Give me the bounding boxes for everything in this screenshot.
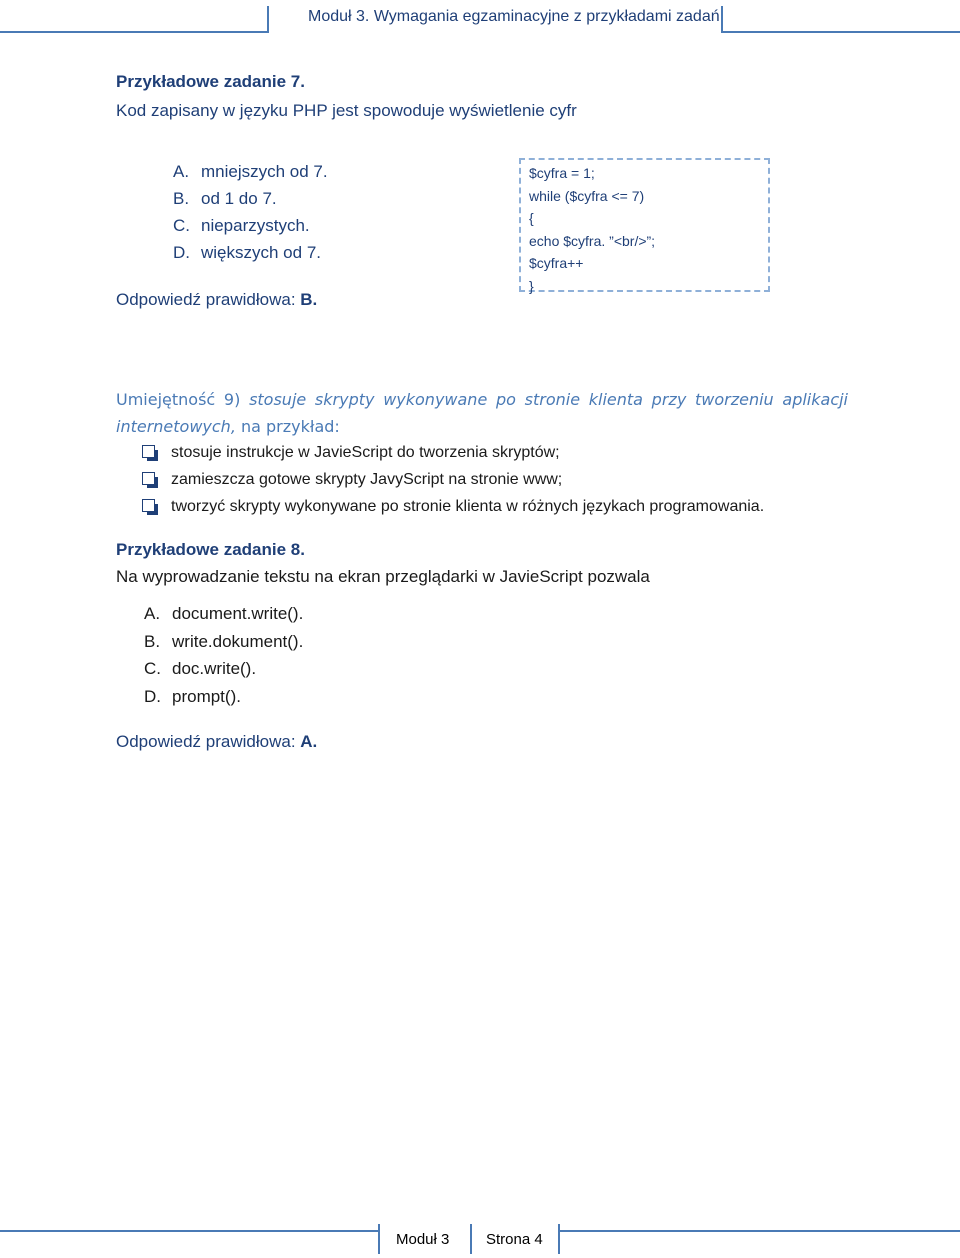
option-text: od 1 do 7.	[201, 189, 277, 208]
option-text: doc.write().	[172, 659, 257, 678]
skill-prefix: Umiejętność 9)	[116, 390, 250, 409]
option-text: mniejszych od 7.	[201, 162, 328, 181]
footer-rule-tick	[470, 1224, 472, 1254]
footer-rule-tick	[558, 1224, 560, 1254]
checkbox-bullet-icon	[142, 472, 155, 485]
task8-answer	[116, 732, 317, 752]
answer-value: A.	[300, 732, 318, 751]
footer-rule-tick	[378, 1224, 380, 1254]
code-line: $cyfra++	[529, 255, 584, 271]
footer-rule-left	[0, 1230, 380, 1232]
header-rule-tick-left	[267, 6, 269, 33]
code-box	[519, 158, 770, 292]
task7-question: Kod zapisany w języku PHP jest spowoduje wyświetlenie cyfr	[116, 101, 577, 120]
task7-option	[173, 161, 328, 188]
option-text: write.dokument().	[172, 631, 304, 651]
answer-label: Odpowiedź prawidłowa:	[116, 290, 301, 309]
bullet-item	[142, 469, 764, 496]
task8-option	[144, 603, 303, 631]
footer-page-number: Strona 4	[486, 1231, 543, 1248]
task8-option	[144, 631, 303, 659]
option-letter: D.	[144, 686, 161, 706]
task8-heading: Przykładowe zadanie 8.	[116, 540, 305, 559]
footer-rule-right	[558, 1230, 960, 1232]
footer-module: Moduł 3	[396, 1231, 450, 1248]
option-text: większych od 7.	[201, 243, 321, 262]
header-rule-right	[721, 31, 960, 33]
header-rule-left	[0, 31, 268, 33]
bullet-text: tworzyć skrypty wykonywane po stronie klienta w różnych językach programowania.	[171, 498, 765, 515]
option-text: document.write().	[172, 604, 304, 623]
option-letter: C.	[144, 659, 161, 678]
option-letter: A.	[173, 162, 190, 181]
answer-label: Odpowiedź prawidłowa:	[116, 732, 301, 751]
checkbox-bullet-icon	[142, 445, 155, 458]
code-line: }	[529, 277, 534, 294]
code-line: echo $cyfra. ”<br/>”;	[529, 232, 656, 249]
answer-value: B.	[300, 290, 318, 309]
code-line: while ($cyfra <= 7)	[529, 187, 645, 204]
option-text: prompt().	[172, 686, 241, 706]
option-text: nieparzystych.	[201, 216, 310, 235]
task8-options	[144, 603, 303, 713]
header-rule-tick-right	[721, 6, 723, 33]
task7-heading: Przykładowe zadanie 7.	[116, 72, 305, 91]
bullet-text: zamieszcza gotowe skrypty JavyScript na stronie www;	[171, 471, 563, 488]
option-letter: C.	[173, 216, 190, 235]
header-title: Moduł 3. Wymagania egzaminacyjne z przykładami zadań	[308, 8, 720, 25]
skill-suffix: na przykład:	[235, 417, 340, 436]
task8-option	[144, 686, 303, 714]
task7-option	[173, 188, 328, 215]
skill-description: stosuje skrypty wykonywane po stronie klienta przy tworzeniu aplikacji internetowych,	[116, 390, 849, 436]
option-letter: B.	[144, 631, 161, 651]
task7-options	[173, 161, 328, 269]
task7-answer	[116, 290, 317, 310]
option-letter: D.	[173, 243, 190, 262]
checkbox-bullet-icon	[142, 499, 155, 512]
code-line: $cyfra = 1;	[529, 165, 595, 181]
bullet-item	[142, 496, 764, 523]
task8-option	[144, 658, 303, 686]
task8-question: Na wyprowadzanie tekstu na ekran przeglądarki w JavieScript pozwala	[116, 567, 650, 586]
option-letter: A.	[144, 604, 161, 623]
skill-bullets	[142, 442, 764, 523]
bullet-text: stosuje instrukcje w JavieScript do tworzenia skryptów;	[171, 444, 560, 461]
task7-option	[173, 242, 328, 269]
bullet-item	[142, 442, 764, 469]
task7-option	[173, 215, 328, 242]
code-line: {	[529, 210, 534, 226]
skill-paragraph	[116, 386, 848, 440]
option-letter: B.	[173, 189, 190, 208]
